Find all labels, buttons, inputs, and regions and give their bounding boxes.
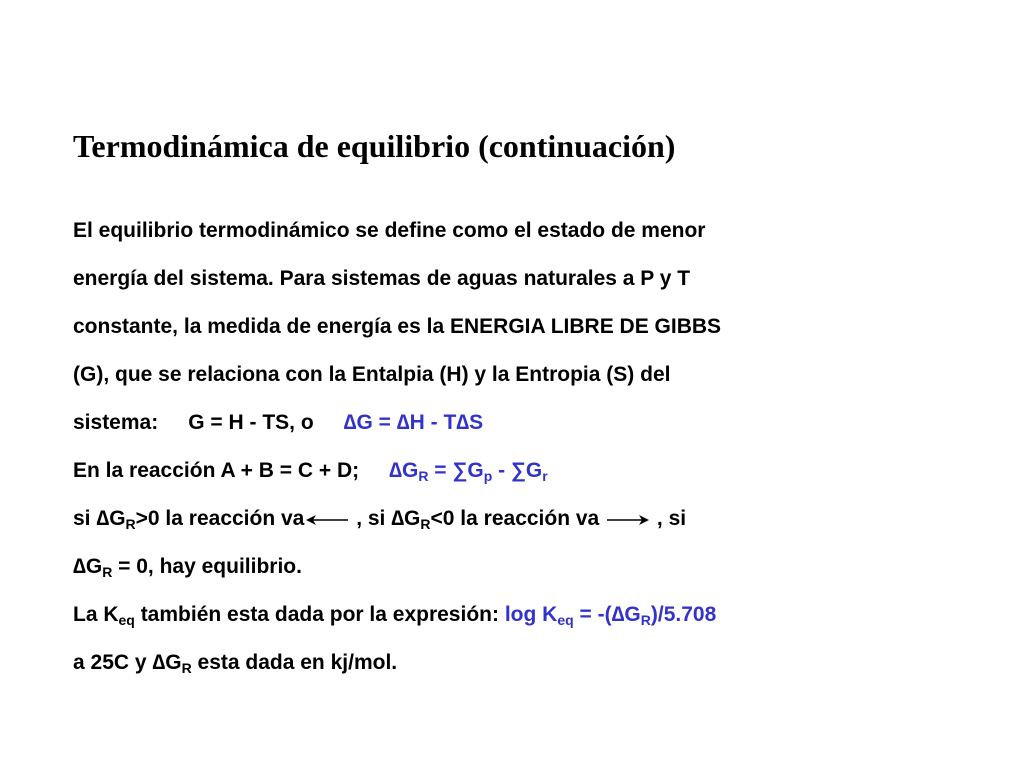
line-6	[73, 447, 973, 495]
line-3: constante, la medida de energía es la ENERGIA LIBRE DE GIBBS	[73, 315, 722, 338]
slide-title: Termodinámica de equilibrio (continuación)	[73, 128, 676, 164]
arrow-right-icon	[605, 513, 651, 527]
arrow-left-icon	[304, 513, 350, 527]
gibbs-equation: G = H - TS, o	[188, 411, 314, 434]
line-2: energía del sistema. Para sistemas de aguas naturales a P y T	[73, 267, 691, 290]
line-10: a 25C y $\Delta G_R$ esta dada en kj/mol.	[73, 651, 398, 676]
keq-formula: $\log K_{eq} = -(\Delta G_R)/5.708$	[504, 603, 717, 628]
delta-gibbs-equation: ∆G = ∆H - T∆S	[343, 411, 484, 434]
reaction-text: En la reacción A + B = C + D;	[73, 459, 360, 482]
line-9: La $K_{eq}$ también esta dada por la expresión: $\log K_{eq} = -(\Delta G_R)/5.708$	[73, 603, 717, 628]
line-8: $\Delta G_R = 0$, hay equilibrio.	[73, 555, 302, 580]
line-5	[73, 399, 973, 447]
reaction-gibbs-formula: $\Delta G_R = \sum G_p - \sum G_r$	[389, 459, 548, 484]
line-1: El equilibrio termodinámico se define como el estado de menor	[73, 219, 706, 242]
line-7: si $\Delta G_R>0$ la reacción va , si $\Delta G_R<0$ la reacción va , si	[73, 507, 687, 532]
slide-body	[73, 207, 973, 687]
line-4: (G), que se relaciona con la Entalpia (H) y la Entropia (S) del	[73, 363, 671, 386]
line-5-lead: sistema:	[73, 411, 159, 434]
